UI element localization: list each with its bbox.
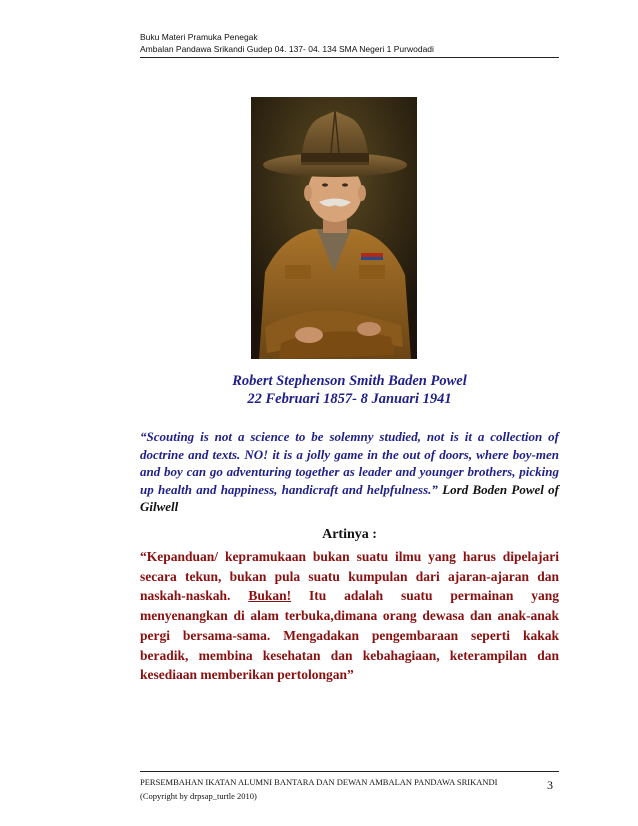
footer-divider (140, 771, 559, 772)
portrait-illustration (251, 97, 417, 359)
quote-text: “Scouting is not a science to be solemny studied, not is it a collection of doctrine and texts. NO! it is a jolly game in the out of doors, where boy-men and boy can go adventuring together as leader and younger brothers, picking up health and happiness, handicraft and helpfulness.” (140, 429, 559, 497)
translation-heading: Artinya : (322, 527, 377, 542)
portrait-caption-dates: 22 Februari 1857- 8 Januari 1941 (247, 391, 452, 407)
translation-part-1: “Kepanduan/ kepramukaan bukan suatu ilmu yang harus dipelajari secara tekun, bukan pula suatu kumpulan dari ajaran-ajaran dan naskah-naskah. (140, 549, 559, 604)
header-divider (140, 57, 559, 58)
translation-part-2: Itu adalah suatu permainan yang menyenangkan di alam terbuka,dimana orang dewasa dan anak-anak pergi bersama-sama. Mengadakan pengembaraan seperti kakak beradik, membina kesehatan dan kebahagiaan, keterampilan dan kesediaan memberikan pertolongan” (140, 588, 559, 683)
translation-paragraph (140, 547, 559, 685)
footer-credit: PERSEMBAHAN IKATAN ALUMNI BANTARA DAN DEWAN AMBALAN PANDAWA SRIKANDI (140, 777, 498, 787)
page-number: 3 (547, 778, 553, 792)
english-quote (140, 428, 559, 516)
running-header (140, 31, 559, 55)
translation-emphasis: Bukan! (248, 588, 292, 604)
quote-author: Lord Boden Powel of Gilwell (140, 481, 559, 515)
footer-copyright: (Copyright by drpsap_turtle 2010) (140, 791, 257, 801)
baden-powell-portrait (251, 97, 417, 359)
header-subtitle: Ambalan Pandawa Srikandi Gudep 04. 137- 04. 134 SMA Negeri 1 Purwodadi (140, 44, 434, 54)
portrait-caption-name: Robert Stephenson Smith Baden Powel (232, 373, 467, 389)
running-footer (140, 775, 530, 803)
header-title: Buku Materi Pramuka Penegak (140, 32, 258, 42)
